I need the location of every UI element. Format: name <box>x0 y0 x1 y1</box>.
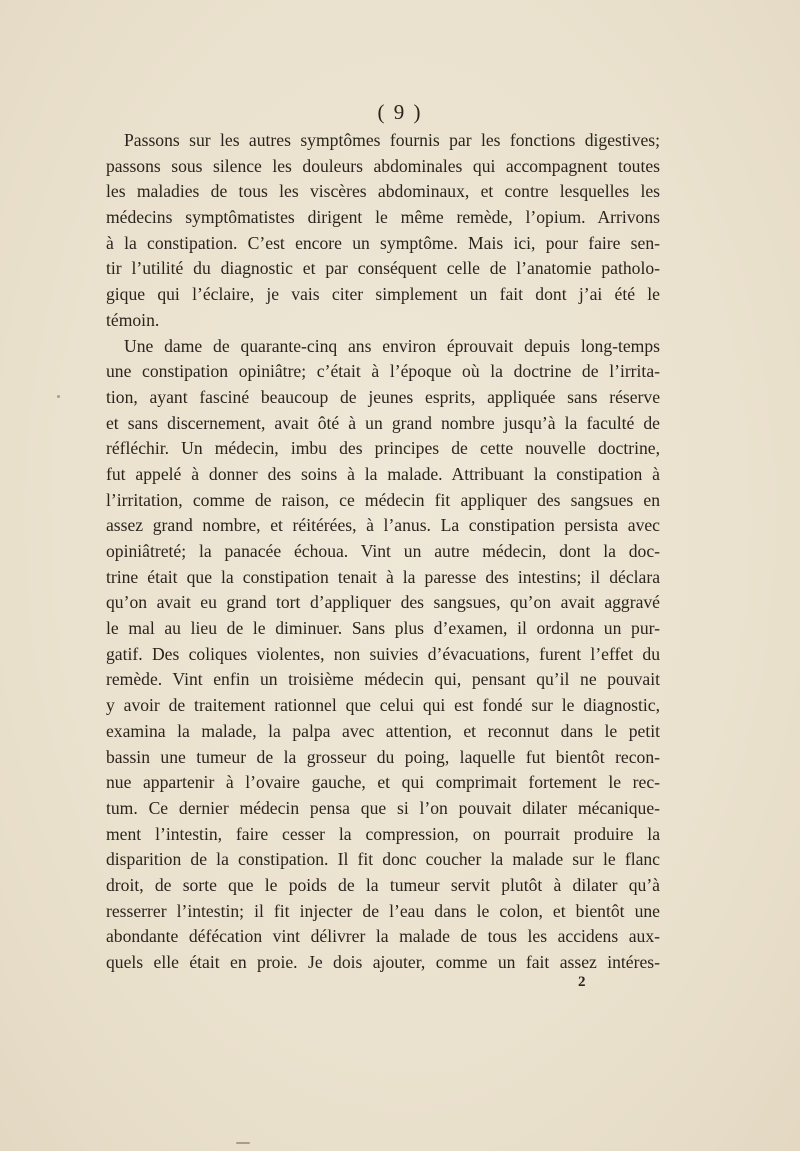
text-line: une constipation opiniâtre; c’était à l’époque où la doctrine de l’irrita- <box>106 361 660 382</box>
text-line: le mal au lieu de le diminuer. Sans plus d’examen, il ordonna un pur- <box>106 618 660 639</box>
text-line: abondante défécation vint délivrer la malade de tous les accidens aux- <box>106 926 660 947</box>
text-line: témoin. <box>106 309 160 330</box>
text-line: les maladies de tous les viscères abdominaux, et contre lesquelles les <box>106 181 660 202</box>
text-line: l’irritation, comme de raison, ce médecin fit appliquer des sangsues en <box>106 489 660 510</box>
text-line: fut appelé à donner des soins à la malade. Attribuant la constipation à <box>106 463 660 484</box>
text-line: et sans discernement, avait ôté à un grand nombre jusqu’à la faculté de <box>106 412 660 433</box>
text-line: médecins symptômatistes dirigent le même remède, l’opium. Arrivons <box>106 207 660 228</box>
text-line: examina la malade, la palpa avec attention, et reconnut dans le petit <box>106 720 660 741</box>
body-text <box>106 128 660 976</box>
text-line: resserrer l’intestin; il fit injecter de l’eau dans le colon, et bientôt une <box>106 900 660 921</box>
signature-mark: 2 <box>578 974 586 990</box>
text-line: Une dame de quarante-cinq ans environ éprouvait depuis long-temps <box>124 335 660 356</box>
text-line: qu’on avait eu grand tort d’appliquer des sangsues, qu’on avait aggravé <box>106 592 660 613</box>
text-line: remède. Vint enfin un troisième médecin qui, pensant qu’il ne pouvait <box>106 669 660 690</box>
text-line: disparition de la constipation. Il fit donc coucher la malade sur le flanc <box>106 849 660 870</box>
text-line: nue appartenir à l’ovaire gauche, et qui comprimait fortement le rec- <box>106 772 660 793</box>
text-line: droit, de sorte que le poids de la tumeur servit plutôt à dilater qu’à <box>106 874 660 895</box>
text-line: tir l’utilité du diagnostic et par conséquent celle de l’anatomie patholo- <box>106 258 660 279</box>
text-line: gique qui l’éclaire, je vais citer simplement un fait dont j’ai été le <box>106 284 660 305</box>
text-line: trine était que la constipation tenait à la paresse des intestins; il déclara <box>106 566 660 587</box>
text-line: à la constipation. C’est encore un symptôme. Mais ici, pour faire sen- <box>106 232 660 253</box>
text-line: opiniâtreté; la panacée échoua. Vint un autre médecin, dont la doc- <box>106 541 660 561</box>
text-line: passons sous silence les douleurs abdominales qui accompagnent toutes <box>106 155 660 176</box>
text-line: quels elle était en proie. Je dois ajouter, comme un fait assez intéres- <box>106 952 660 972</box>
paragraph-2 <box>106 334 660 976</box>
page-number: ( 9 ) <box>377 100 423 124</box>
paragraph-1 <box>106 128 660 334</box>
text-line: assez grand nombre, et réitérées, à l’anus. La constipation persista avec <box>106 515 660 536</box>
text-line: gatif. Des coliques violentes, non suivies d’évacuations, furent l’effet du <box>106 643 660 664</box>
text-line: Passons sur les autres symptômes fournis par les fonctions digestives; <box>124 130 660 150</box>
text-line: ment l’intestin, faire cesser la compression, on pourrait produire la <box>106 823 660 844</box>
text-line: tion, ayant fasciné beaucoup de jeunes esprits, appliquée sans réserve <box>106 386 660 407</box>
text-line: tum. Ce dernier médecin pensa que si l’on pouvait dilater mécanique- <box>106 797 660 818</box>
text-line: réfléchir. Un médecin, imbu des principes de cette nouvelle doctrine, <box>106 438 660 459</box>
text-line: y avoir de traitement rationnel que celui qui est fondé sur le diagnostic, <box>106 695 660 716</box>
paper-speck <box>236 1142 250 1144</box>
text-line: bassin une tumeur de la grosseur du poing, laquelle fut bientôt recon- <box>106 746 660 767</box>
paper-speck <box>57 395 60 398</box>
